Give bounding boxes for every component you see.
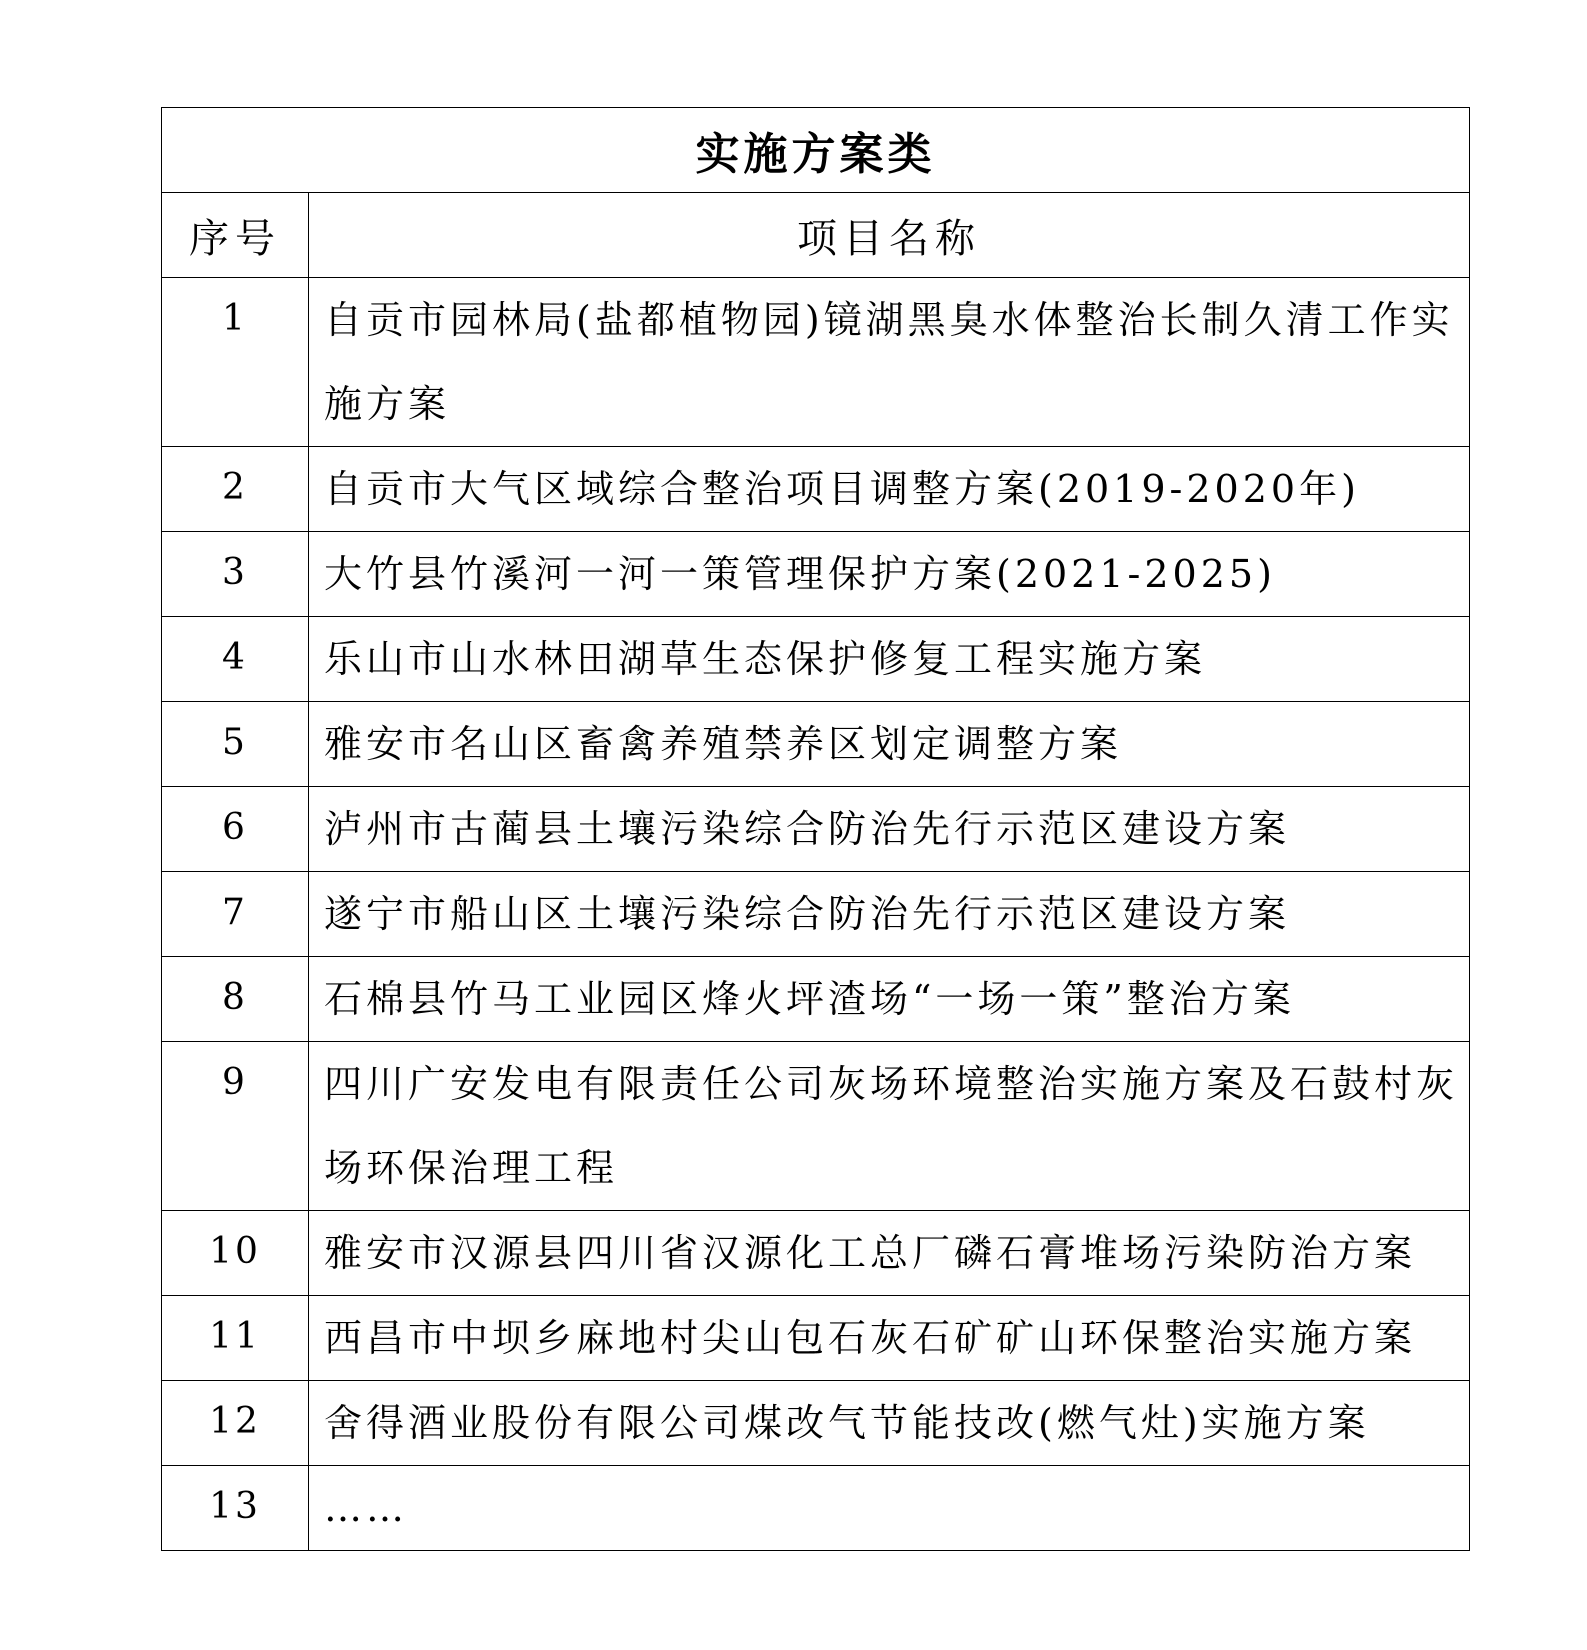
row-project-name: 乐山市山水林田湖草生态保护修复工程实施方案 [309, 617, 1470, 702]
table-header-row [162, 193, 1470, 278]
table-row [162, 1042, 1470, 1211]
row-project-name: 泸州市古蔺县土壤污染综合防治先行示范区建设方案 [309, 787, 1470, 872]
row-number: 9 [162, 1042, 309, 1211]
table-row [162, 1466, 1470, 1551]
row-number: 13 [162, 1466, 309, 1551]
row-project-name: 石棉县竹马工业园区烽火坪渣场“一场一策”整治方案 [309, 957, 1470, 1042]
table-title: 实施方案类 [162, 108, 1470, 193]
row-number: 6 [162, 787, 309, 872]
row-number: 11 [162, 1296, 309, 1381]
project-table [161, 107, 1470, 1551]
row-project-name: 遂宁市船山区土壤污染综合防治先行示范区建设方案 [309, 872, 1470, 957]
row-number: 2 [162, 447, 309, 532]
row-project-name: 西昌市中坝乡麻地村尖山包石灰石矿矿山环保整治实施方案 [309, 1296, 1470, 1381]
row-project-name: …… [309, 1466, 1470, 1551]
table-title-row [162, 108, 1470, 193]
table-row [162, 532, 1470, 617]
row-project-name: 雅安市汉源县四川省汉源化工总厂磷石膏堆场污染防治方案 [309, 1211, 1470, 1296]
row-number: 4 [162, 617, 309, 702]
table-row [162, 1381, 1470, 1466]
table-row [162, 447, 1470, 532]
row-number: 10 [162, 1211, 309, 1296]
row-number: 5 [162, 702, 309, 787]
row-number: 3 [162, 532, 309, 617]
row-number: 7 [162, 872, 309, 957]
row-number: 1 [162, 278, 309, 447]
row-number: 12 [162, 1381, 309, 1466]
table-row [162, 278, 1470, 447]
row-project-name: 自贡市园林局(盐都植物园)镜湖黑臭水体整治长制久清工作实施方案 [309, 278, 1470, 447]
row-project-name: 自贡市大气区域综合整治项目调整方案(2019-2020年) [309, 447, 1470, 532]
table-row [162, 872, 1470, 957]
row-project-name: 雅安市名山区畜禽养殖禁养区划定调整方案 [309, 702, 1470, 787]
table-row [162, 787, 1470, 872]
table-row [162, 957, 1470, 1042]
header-name: 项目名称 [309, 193, 1470, 278]
table-row [162, 702, 1470, 787]
row-project-name: 大竹县竹溪河一河一策管理保护方案(2021-2025) [309, 532, 1470, 617]
table-row [162, 1296, 1470, 1381]
row-number: 8 [162, 957, 309, 1042]
row-project-name: 舍得酒业股份有限公司煤改气节能技改(燃气灶)实施方案 [309, 1381, 1470, 1466]
table-row [162, 1211, 1470, 1296]
row-project-name: 四川广安发电有限责任公司灰场环境整治实施方案及石鼓村灰场环保治理工程 [309, 1042, 1470, 1211]
table-row [162, 617, 1470, 702]
header-number: 序号 [162, 193, 309, 278]
